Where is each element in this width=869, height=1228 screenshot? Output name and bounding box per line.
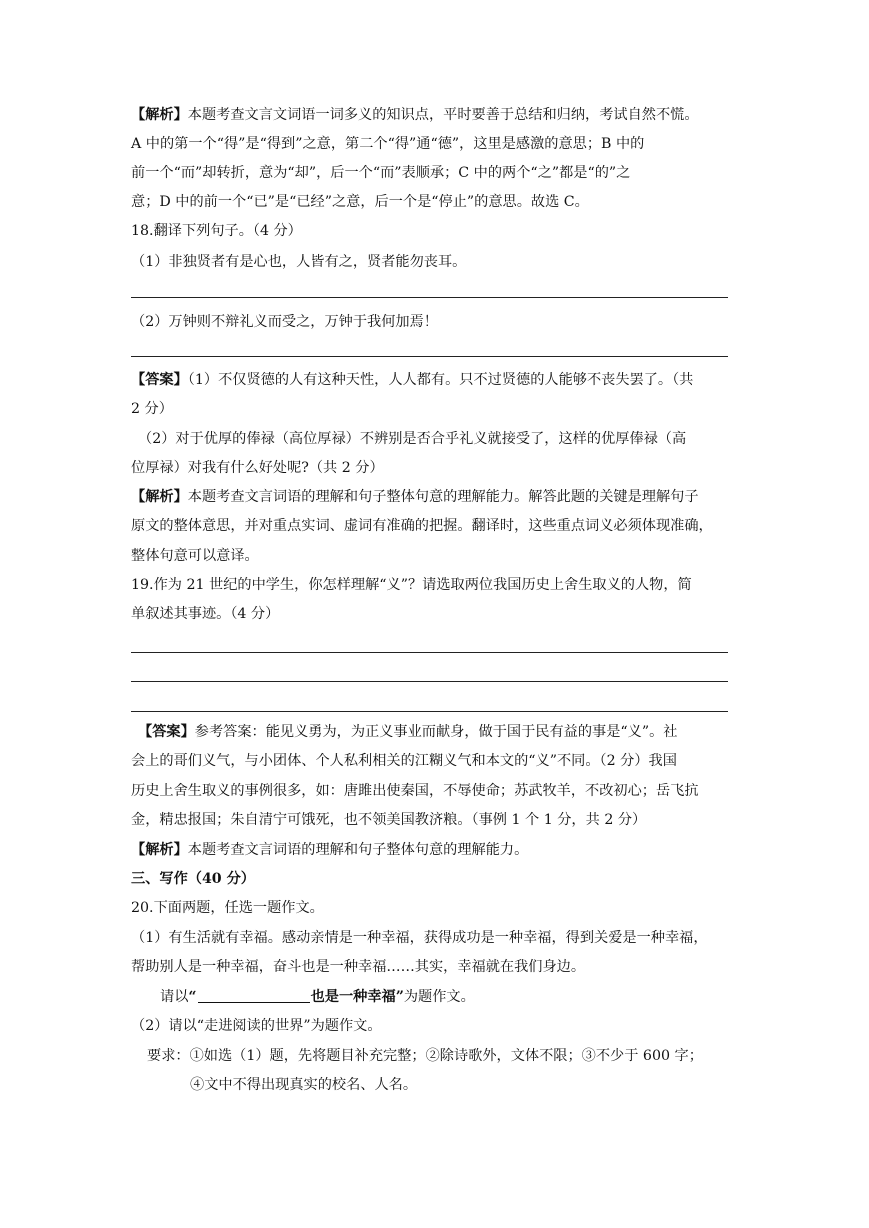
q19-answer-line-4: 金，精忠报国；朱自清宁可饿死，也不领美国教济粮。（事例 1 个 1 分，共 2 分） — [131, 812, 647, 828]
analysis-label: 【解析】 — [131, 842, 188, 858]
answer-label: 【答案】 — [131, 372, 188, 388]
analysis-label: 【解析】 — [131, 107, 188, 123]
answer-blank-line — [131, 711, 728, 712]
q20-requirements-line-2: ④文中不得出现真实的校名、人名。 — [190, 1077, 418, 1093]
q20-title: 20.下面两题，任选一题作文。 — [131, 900, 324, 916]
section-3-heading: 三、写作（40 分） — [131, 871, 255, 887]
q19-title-line-1: 19.作为 21 世纪的中学生，你怎样理解“义”？请选取两位我国历史上舍生取义的人物，简 — [131, 577, 692, 593]
answer-label: 【答案】 — [138, 724, 195, 740]
q17-analysis-line-2: A 中的第一个“得”是“得到”之意，第二个“得”通“德”，这里是感激的意思；B 中的 — [131, 136, 645, 152]
answer-blank-line — [131, 652, 728, 653]
fill-in-blank — [198, 988, 310, 1003]
q19-answer-line-3: 历史上舍生取义的事例很多，如：唐雎出使秦国，不辱使命；苏武牧羊，不改初心；岳飞抗 — [131, 783, 699, 799]
answer-blank-line — [131, 356, 728, 357]
q20-option-1-line-2: 帮助别人是一种幸福，奋斗也是一种幸福……其实，幸福就在我们身边。 — [131, 959, 586, 975]
analysis-label: 【解析】 — [131, 489, 188, 505]
q17-analysis-line-4: 意；D 中的前一个“已”是“已经”之意，后一个是“停止”的意思。故选 C。 — [131, 194, 589, 210]
q18-title: 18.翻译下列句子。（4 分） — [131, 223, 302, 239]
q20-requirements-line-1: 要求：①如选（1）题，先将题目补充完整；②除诗歌外，文体不限；③不少于 600 字； — [147, 1048, 703, 1064]
q19-analysis-line: 【解析】本题考查文言词语的理解和句子整体句意的理解能力。 — [131, 842, 529, 858]
q18-answer-line-1b: 2 分） — [131, 401, 173, 417]
q18-sentence-1: （1）非独贤者有是心也，人皆有之，贤者能勿丧耳。 — [131, 254, 467, 270]
q19-title-line-2: 单叙述其事迹。（4 分） — [131, 606, 280, 622]
q19-answer-line-1: 【答案】参考答案：能见义勇为，为正义事业而献身，做于国于民有益的事是“义”。社 — [138, 724, 678, 740]
q20-option-1-line-1: （1）有生活就有幸福。感动亲情是一种幸福，获得成功是一种幸福，得到关爱是一种幸福， — [131, 930, 708, 946]
q18-analysis-line-2: 原文的整体意思，并对重点实词、虚词有准确的把握。翻译时，这些重点词义必须体现准确， — [131, 518, 713, 534]
q18-analysis-line-3: 整体句意可以意译。 — [131, 548, 259, 564]
q20-option-1-prompt: 请以“ 也是一种幸福”为题作文。 — [160, 989, 475, 1005]
q19-answer-line-2: 会上的哥们义气，与小团体、个人私利相关的江糊义气和本文的“义”不同。（2 分）我国 — [131, 753, 677, 769]
q18-analysis-line-1: 【解析】本题考查文言词语的理解和句子整体句意的理解能力。解答此题的关键是理解句子 — [131, 489, 699, 505]
q17-analysis-line-3: 前一个“而”却转折，意为“却”，后一个“而”表顺承；C 中的两个“之”都是“的”之 — [131, 165, 631, 181]
q18-sentence-2: （2）万钟则不辩礼义而受之，万钟于我何加焉！ — [131, 314, 438, 330]
q18-answer-line-2: （2）对于优厚的俸禄（高位厚禄）不辨别是否合乎礼义就接受了，这样的优厚俸禄（高 — [138, 431, 687, 447]
q17-analysis-line-1: 【解析】本题考查文言文词语一词多义的知识点，平时要善于总结和归纳，考试自然不慌。 — [131, 107, 699, 123]
q18-answer-line-1: 【答案】（1）不仅贤德的人有这种天性，人人都有。只不过贤德的人能够不丧失罢了。（共 — [131, 372, 694, 388]
answer-blank-line — [131, 681, 728, 682]
q18-answer-line-2b: 位厚禄）对我有什么好处呢?（共 2 分） — [131, 460, 384, 476]
q20-option-2: （2）请以“走进阅读的世界”为题作文。 — [131, 1018, 382, 1034]
answer-blank-line — [131, 297, 728, 298]
